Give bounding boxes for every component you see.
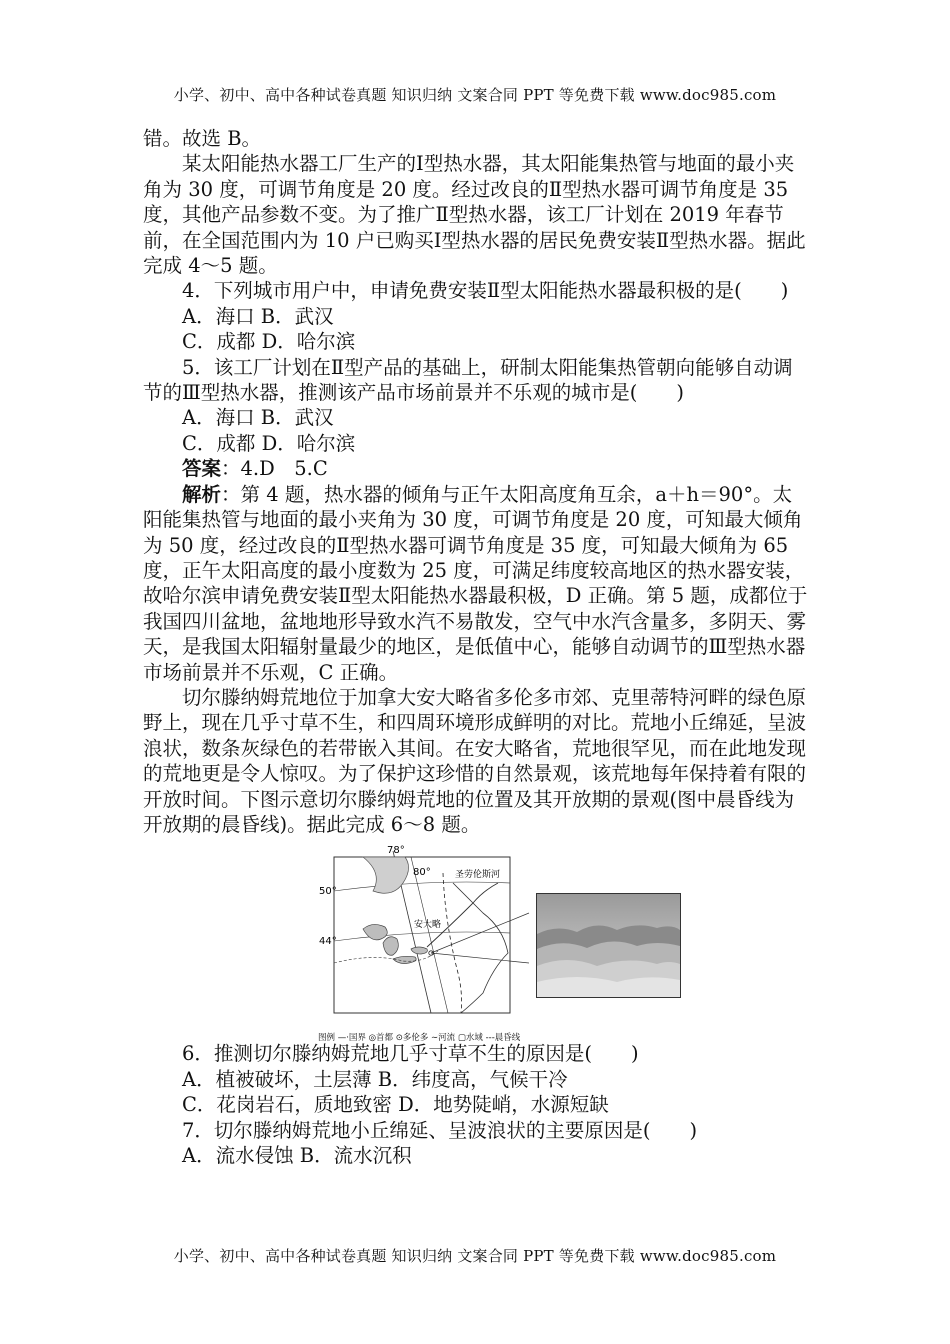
answer-label: 答案	[182, 457, 222, 481]
ontario-label: 安大略	[414, 920, 442, 931]
lat-44-label: 44°	[319, 936, 337, 948]
question-5-options-ab: A．海口 B．武汉	[182, 406, 334, 430]
question-4-stem: 4．下列城市用户中，申请免费安装Ⅱ型太阳能热水器最积极的是( )	[182, 279, 789, 303]
analysis-text: ：第 4 题，热水器的倾角与正午太阳高度角互余，a＋h＝90°。太阳能集热管与地面的最小夹角为 30 度，可调节角度是 20 度，可知最大倾角为 50 度，经过改良的Ⅱ型热水器可调节角度是 35 度，可知最大倾角为 65 度，正午太阳高度的最小度数为 25 度，可满足纬度较高地区的热水器安装，故哈尔滨申请免费安装Ⅱ型太阳能热水器最积极，D 正确。第 5 题，成都位于我国四川盆地，盆地地形导致水汽不易散发，空气中水汽含量多，多阴天、雾天，是我国太阳辐射量最少的地区，是低值中心，能够自动调节的Ⅲ型热水器市场前景并不乐观，C 正确。	[143, 482, 808, 684]
analysis-label: 解析	[182, 482, 222, 506]
passage-cheltenham-badlands: 切尔滕纳姆荒地位于加拿大安大略省多伦多市郊、克里蒂特河畔的绿色原野上，现在几乎寸草不生，和四周环境形成鲜明的对比。荒地小丘绵延，呈波浪状，数条灰绿色的若带嵌入其间。在安大略省，荒地很罕见，而在此地发现的荒地更是令人惊叹。为了保护这珍惜的自然景观，该荒地每年保持着有限的开放时间。下图示意切尔滕纳姆荒地的位置及其开放期的景观(图中晨昏线为开放期的晨昏线)。据此完成 6～8 题。	[143, 685, 807, 836]
lat-50-label: 50°	[319, 886, 337, 898]
analysis-paragraph	[143, 482, 809, 685]
previous-answer-tail: 错。故选 B。	[143, 127, 262, 150]
page-header: 小学、初中、高中各种试卷真题 知识归纳 文案合同 PPT 等免费下载 www.doc985.com	[173, 86, 777, 104]
question-4-options-ab: A．海口 B．武汉	[182, 304, 334, 328]
lon-80-label: 80°	[413, 867, 431, 879]
answer-text: ：4.D 5.C	[221, 457, 328, 481]
passage-solar-heater: 某太阳能热水器工厂生产的Ⅰ型热水器，其太阳能集热管与地面的最小夹角为 30 度，可调节角度是 20 度。经过改良的Ⅱ型热水器可调节角度是 35 度，其他产品参数不变。为了推广Ⅱ型热水器，该工厂计划在 2019 年春节前，在全国范围内为 10 户已购买Ⅰ型热水器的居民免费安装Ⅱ型热水器。据此完成 4～5 题。	[143, 152, 806, 278]
question-6-stem: 6．推测切尔滕纳姆荒地几乎寸草不生的原因是( )	[182, 1042, 639, 1066]
location-map	[319, 843, 529, 1021]
question-4-options-cd: C．成都 D．哈尔滨	[182, 330, 356, 354]
question-6-options-ab: A．植被破坏，土层薄 B．纬度高，气候干冷	[182, 1067, 568, 1091]
question-5-stem: 5．该工厂计划在Ⅱ型产品的基础上，研制太阳能集热管朝向能够自动调节的Ⅲ型热水器，推测该产品市场前景并不乐观的城市是( )	[143, 355, 793, 405]
lon-78-label: 78°	[387, 845, 405, 857]
question-6-options-cd: C．花岗岩石，质地致密 D．地势陡峭，水源短缺	[182, 1093, 609, 1117]
map-legend: 图例 —·国界 ◎首都 ⊙多伦多 ∼河流 ▢水域 ---晨昏线	[318, 1033, 521, 1044]
page-footer: 小学、初中、高中各种试卷真题 知识归纳 文案合同 PPT 等免费下载 www.doc985.com	[173, 1247, 777, 1265]
badlands-photo	[536, 893, 681, 998]
river-label: 圣劳伦斯河	[455, 870, 501, 881]
document-body	[143, 126, 809, 1168]
question-7-options-ab: A．流水侵蚀 B．流水沉积	[182, 1144, 412, 1167]
location-figure	[143, 843, 809, 1044]
question-7-stem: 7．切尔滕纳姆荒地小丘绵延、呈波浪状的主要原因是( )	[182, 1118, 698, 1142]
answer-line	[143, 456, 809, 481]
question-5-options-cd: C．成都 D．哈尔滨	[182, 431, 356, 455]
